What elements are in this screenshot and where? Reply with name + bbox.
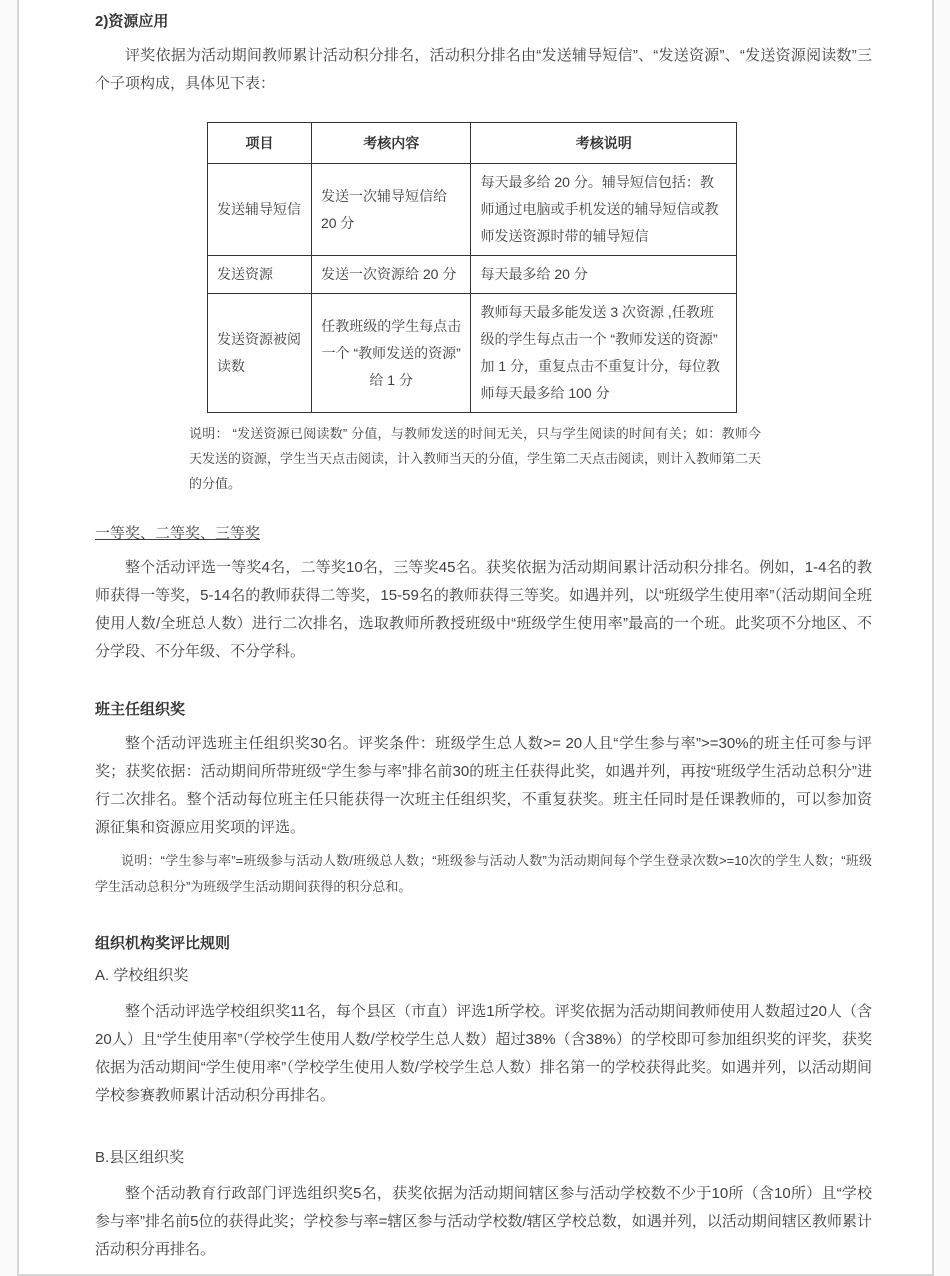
table-row — [208, 164, 737, 256]
headteacher-section-body: 整个活动评选班主任组织奖30名。评奖条件：班级学生总人数>= 20人且“学生参与率”>=30%的班主任可参与评奖；获奖依据：活动期间所带班级“学生参与率”排名前30的班主任获得此奖，如遇并列，再按“班级学生活动总积分”进行二次排名。整个活动每位班主任只能获得一次班主任组织奖，不重复获奖。班主任同时是任课教师的，可以参加资源征集和资源应用奖项的评选。 — [95, 735, 872, 836]
score-table-header-content: 考核内容 — [311, 123, 471, 164]
resource-section-intro: 评奖依据为活动期间教师累计活动积分排名，活动积分排名由“发送辅导短信”、“发送资源”、“发送资源阅读数”三个子项构成，具体见下表： — [95, 47, 872, 92]
table-row — [208, 256, 737, 294]
table-cell-item: 发送资源被阅读数 — [208, 294, 312, 413]
table-cell-desc: 每天最多给 20 分 — [471, 256, 737, 294]
table-cell-item: 发送资源 — [208, 256, 312, 294]
table-row — [208, 294, 737, 413]
headteacher-section-note: 说明：“学生参与率”=班级参与活动人数/班级总人数；“班级参与活动人数”为活动期间每个学生登录次数>=10次的学生人数；“班级学生活动总积分”为班级学生活动期间获得的积分总和。 — [95, 853, 872, 894]
score-table-header-desc: 考核说明 — [471, 123, 737, 164]
resource-section-title: 2)资源应用 — [95, 13, 169, 30]
table-cell-item: 发送辅导短信 — [208, 164, 312, 256]
score-table — [207, 122, 737, 413]
district-award-title: B.县区组织奖 — [95, 1149, 185, 1166]
table-cell-content: 发送一次资源给 20 分 — [311, 256, 471, 294]
district-award-body: 整个活动教育行政部门评选组织奖5名，获奖依据为活动期间辖区参与活动学校数不少于10所（含10所）且“学校参与率”排名前5位的获得此奖；学校参与率=辖区参与活动学校数/辖区学校总数，如遇并列，以活动期间辖区教师累计活动积分再排名。 — [95, 1185, 872, 1258]
school-award-title: A. 学校组织奖 — [95, 967, 189, 984]
awards-section-title: 一等奖、二等奖、三等奖 — [95, 525, 261, 542]
score-table-header-item: 项目 — [208, 123, 312, 164]
table-cell-content: 任教班级的学生每点击一个 “教师发送的资源” 给 1 分 — [311, 294, 471, 413]
table-cell-content: 发送一次辅导短信给 20 分 — [311, 164, 471, 256]
headteacher-section-title: 班主任组织奖 — [95, 701, 186, 718]
organization-section-title: 组织机构奖评比规则 — [95, 935, 231, 952]
score-table-note: 说明： “发送资源已阅读数” 分值，与教师发送的时间无关，只与学生阅读的时间有关；如：教师今天发送的资源，学生当天点击阅读，计入教师当天的分值，学生第二天点击阅读，则计入教师第二天的分值。 — [189, 426, 762, 491]
table-cell-desc: 教师每天最多能发送 3 次资源 ,任教班级的学生每点击一个 “教师发送的资源” 加 1 分，重复点击不重复计分，每位教师每天最多给 100 分 — [471, 294, 737, 413]
document-page — [17, 0, 934, 1276]
score-table-header-row — [208, 123, 737, 164]
awards-section-body: 整个活动评选一等奖4名，二等奖10名，三等奖45名。获奖依据为活动期间累计活动积分排名。例如，1-4名的教师获得一等奖，5-14名的教师获得二等奖，15-59名的教师获得三等奖。如遇并列，以“班级学生使用率”（活动期间全班使用人数/全班总人数）进行二次排名，选取教师所教授班级中“班级学生使用率”最高的一个班。此奖项不分地区、不分学段、不分年级、不分学科。 — [95, 559, 872, 660]
school-award-body: 整个活动评选学校组织奖11名，每个县区（市直）评选1所学校。评奖依据为活动期间教师使用人数超过20人（含20人）且“学生使用率”（学校学生使用人数/学校学生总人数）超过38%（含38%）的学校即可参加组织奖的评奖，获奖依据为活动期间“学生使用率”（学校学生使用人数/学校学生总人数）排名第一的学校获得此奖。如遇并列，以活动期间学校参赛教师累计活动积分再排名。 — [95, 1003, 872, 1104]
table-cell-desc: 每天最多给 20 分。辅导短信包括：教师通过电脑或手机发送的辅导短信或教师发送资源时带的辅导短信 — [471, 164, 737, 256]
